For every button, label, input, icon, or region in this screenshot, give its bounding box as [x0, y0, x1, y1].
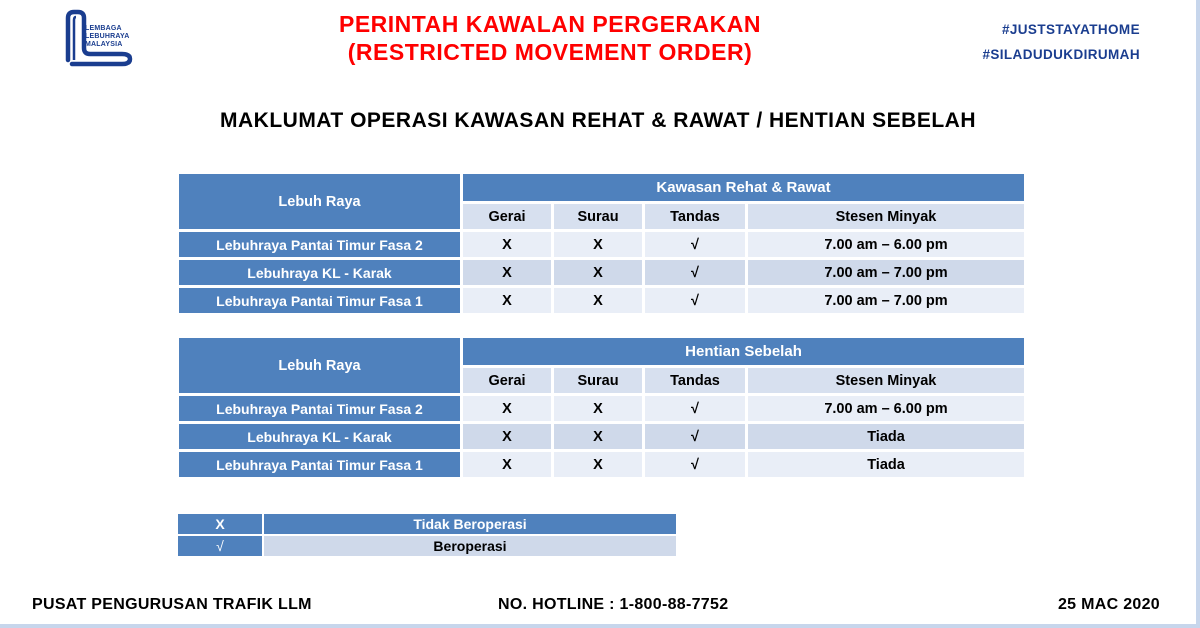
table-row: [179, 424, 1024, 449]
surau-status: X: [554, 232, 642, 257]
legend-symbol: √: [178, 536, 262, 556]
surau-status: X: [554, 452, 642, 477]
title-line-2: (RESTRICTED MOVEMENT ORDER): [347, 39, 753, 65]
table-row: [179, 452, 1024, 477]
col-header-gerai: Gerai: [463, 204, 551, 229]
footer-date: 25 MAC 2020: [1057, 596, 1160, 613]
col-header-tandas: Tandas: [645, 368, 745, 393]
lay-by-table: [176, 335, 1027, 480]
page-title: [250, 10, 850, 66]
legend-symbol: X: [178, 514, 262, 534]
road-name: Lebuhraya Pantai Timur Fasa 2: [179, 232, 460, 257]
gerai-status: X: [463, 424, 551, 449]
title-line-1: PERINTAH KAWALAN PERGERAKAN: [339, 11, 761, 37]
col-header-stesen-minyak: Stesen Minyak: [748, 368, 1024, 393]
col-header-stesen-minyak: Stesen Minyak: [748, 204, 1024, 229]
stesen-hours: 7.00 am – 7.00 pm: [748, 288, 1024, 313]
stesen-hours: 7.00 am – 7.00 pm: [748, 260, 1024, 285]
tandas-status: √: [645, 424, 745, 449]
logo-text: LEMBAGA LEBUHRAYA MALAYSIA: [85, 25, 130, 48]
stesen-hours: 7.00 am – 6.00 pm: [748, 232, 1024, 257]
hashtag-stay-home: #JUSTSTAYATHOME: [1001, 22, 1140, 37]
surau-status: X: [554, 260, 642, 285]
road-name: Lebuhraya KL - Karak: [179, 260, 460, 285]
legend: [176, 512, 678, 558]
legend-meaning: Tidak Beroperasi: [264, 514, 676, 534]
tandas-status: √: [645, 232, 745, 257]
tandas-status: √: [645, 452, 745, 477]
surau-status: X: [554, 424, 642, 449]
row-header-lebuh-raya: Lebuh Raya: [179, 174, 460, 229]
col-header-tandas: Tandas: [645, 204, 745, 229]
legend-row-tick: [178, 536, 676, 556]
road-name: Lebuhraya Pantai Timur Fasa 1: [179, 452, 460, 477]
stesen-hours: 7.00 am – 6.00 pm: [748, 396, 1024, 421]
road-name: Lebuhraya Pantai Timur Fasa 2: [179, 396, 460, 421]
gerai-status: X: [463, 288, 551, 313]
section-header-rehat-rawat: Kawasan Rehat & Rawat: [463, 174, 1024, 201]
legend-row-x: [178, 514, 676, 534]
tandas-status: √: [645, 288, 745, 313]
gerai-status: X: [463, 232, 551, 257]
row-header-lebuh-raya: Lebuh Raya: [179, 338, 460, 393]
col-header-surau: Surau: [554, 368, 642, 393]
col-header-surau: Surau: [554, 204, 642, 229]
section-heading: MAKLUMAT OPERASI KAWASAN REHAT & RAWAT / HENTIAN SEBELAH: [220, 109, 976, 132]
road-name: Lebuhraya Pantai Timur Fasa 1: [179, 288, 460, 313]
road-name: Lebuhraya KL - Karak: [179, 424, 460, 449]
footer-hotline: NO. HOTLINE : 1-800-88-7752: [498, 596, 729, 613]
stesen-hours: Tiada: [748, 424, 1024, 449]
gerai-status: X: [463, 452, 551, 477]
table-row: [179, 232, 1024, 257]
rest-area-table: [176, 171, 1027, 316]
hashtag-duduk-rumah: #SILADUDUKDIRUMAH: [982, 47, 1140, 62]
tandas-status: √: [645, 396, 745, 421]
stesen-hours: Tiada: [748, 452, 1024, 477]
gerai-status: X: [463, 260, 551, 285]
table-row: [179, 288, 1024, 313]
surau-status: X: [554, 396, 642, 421]
footer-traffic-centre: PUSAT PENGURUSAN TRAFIK LLM: [32, 596, 312, 613]
table-row: [179, 260, 1024, 285]
col-header-gerai: Gerai: [463, 368, 551, 393]
legend-meaning: Beroperasi: [264, 536, 676, 556]
tandas-status: √: [645, 260, 745, 285]
gerai-status: X: [463, 396, 551, 421]
surau-status: X: [554, 288, 642, 313]
section-header-hentian-sebelah: Hentian Sebelah: [463, 338, 1024, 365]
table-row: [179, 396, 1024, 421]
llm-logo: [60, 8, 140, 70]
